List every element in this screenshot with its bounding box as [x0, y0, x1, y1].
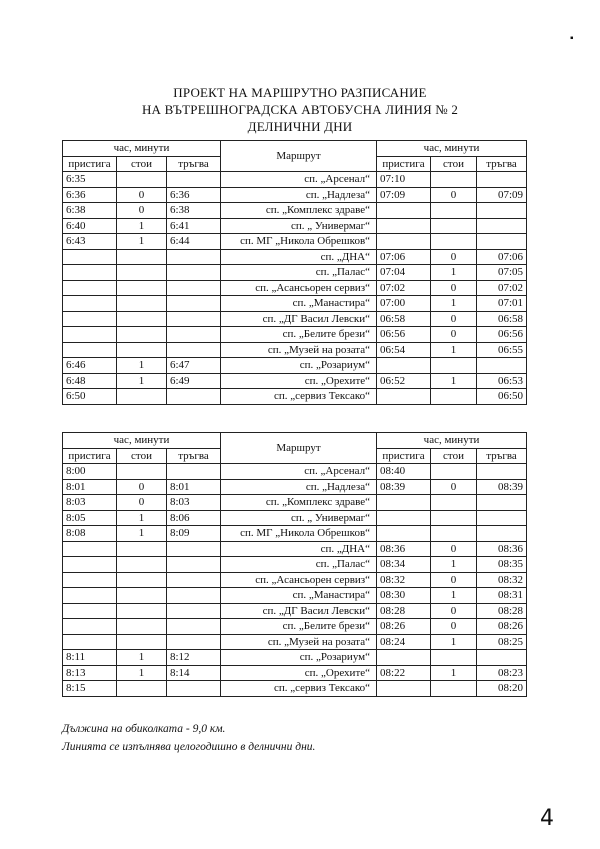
cell-depart-left: 6:41: [167, 218, 221, 234]
cell-arrive-left: [63, 311, 117, 327]
cell-arrive-right: 06:52: [377, 373, 431, 389]
cell-arrive-left: 6:38: [63, 203, 117, 219]
cell-arrive-left: [63, 634, 117, 650]
cell-stay-right: 1: [431, 373, 477, 389]
cell-route: сп. „Розариум“: [221, 358, 377, 374]
cell-depart-left: 6:49: [167, 373, 221, 389]
table-row: [63, 526, 527, 542]
cell-depart-right: 08:31: [477, 588, 527, 604]
cell-depart-left: [167, 541, 221, 557]
cell-arrive-left: [63, 572, 117, 588]
cell-route: сп. „Комплекс здраве“: [221, 203, 377, 219]
cell-depart-right: 08:35: [477, 557, 527, 573]
cell-arrive-right: 07:06: [377, 249, 431, 265]
cell-stay-left: 1: [117, 234, 167, 250]
cell-arrive-left: 8:01: [63, 479, 117, 495]
cell-route: сп. „Орехите“: [221, 373, 377, 389]
header-route: Маршрут: [221, 433, 377, 464]
cell-stay-left: [117, 603, 167, 619]
cell-depart-right: 08:39: [477, 479, 527, 495]
cell-arrive-left: 6:46: [63, 358, 117, 374]
cell-depart-right: [477, 464, 527, 480]
cell-depart-right: 06:50: [477, 389, 527, 405]
table-row: [63, 218, 527, 234]
cell-stay-right: 0: [431, 479, 477, 495]
cell-depart-right: 07:05: [477, 265, 527, 281]
cell-stay-left: 0: [117, 495, 167, 511]
cell-stay-right: 1: [431, 296, 477, 312]
footer-notes: [62, 720, 315, 756]
table-row: [63, 572, 527, 588]
table-row: [63, 495, 527, 511]
cell-stay-left: [117, 172, 167, 188]
table-row: [63, 510, 527, 526]
cell-depart-right: [477, 218, 527, 234]
cell-arrive-right: 08:26: [377, 619, 431, 635]
cell-arrive-right: 08:34: [377, 557, 431, 573]
cell-stay-left: 1: [117, 510, 167, 526]
cell-arrive-left: 8:11: [63, 650, 117, 666]
cell-arrive-right: [377, 389, 431, 405]
table-row: [63, 265, 527, 281]
cell-arrive-right: 08:36: [377, 541, 431, 557]
table-2-body: [63, 464, 527, 697]
header-stay-right: стои: [431, 156, 477, 172]
cell-arrive-right: 07:09: [377, 187, 431, 203]
table-row: [63, 234, 527, 250]
cell-arrive-left: [63, 603, 117, 619]
cell-depart-right: [477, 495, 527, 511]
cell-arrive-left: 8:03: [63, 495, 117, 511]
cell-arrive-right: 08:28: [377, 603, 431, 619]
cell-arrive-left: 6:48: [63, 373, 117, 389]
cell-stay-right: [431, 464, 477, 480]
cell-stay-left: [117, 296, 167, 312]
table-row: [63, 681, 527, 697]
cell-stay-left: 1: [117, 218, 167, 234]
table-row: [63, 479, 527, 495]
cell-route: сп. „Музей на розата“: [221, 634, 377, 650]
cell-arrive-right: 08:39: [377, 479, 431, 495]
cell-stay-left: 0: [117, 187, 167, 203]
cell-arrive-left: [63, 280, 117, 296]
cell-arrive-left: 6:36: [63, 187, 117, 203]
cell-stay-left: 0: [117, 203, 167, 219]
cell-stay-right: [431, 203, 477, 219]
table-row: [63, 327, 527, 343]
cell-depart-left: 8:12: [167, 650, 221, 666]
schedule-table-1: [62, 140, 527, 405]
cell-depart-left: [167, 557, 221, 573]
cell-arrive-right: 06:58: [377, 311, 431, 327]
cell-depart-right: [477, 172, 527, 188]
cell-stay-left: [117, 311, 167, 327]
cell-depart-left: [167, 681, 221, 697]
cell-route: сп. МГ „Никола Обрешков“: [221, 234, 377, 250]
header-depart-left: тръгва: [167, 156, 221, 172]
cell-depart-left: 6:38: [167, 203, 221, 219]
cell-route: сп. „Палас“: [221, 265, 377, 281]
cell-arrive-right: 06:54: [377, 342, 431, 358]
cell-arrive-left: [63, 619, 117, 635]
cell-stay-right: [431, 526, 477, 542]
cell-stay-left: [117, 572, 167, 588]
cell-arrive-right: 07:00: [377, 296, 431, 312]
table-row: [63, 296, 527, 312]
cell-route: сп. „ Универмаг“: [221, 218, 377, 234]
cell-route: сп. „ДГ Васил Левски“: [221, 311, 377, 327]
header-arrive-left: пристига: [63, 448, 117, 464]
cell-route: сп. „Комплекс здраве“: [221, 495, 377, 511]
cell-stay-left: 1: [117, 650, 167, 666]
cell-depart-left: [167, 172, 221, 188]
cell-depart-right: 08:23: [477, 665, 527, 681]
cell-arrive-right: [377, 495, 431, 511]
cell-stay-right: 1: [431, 265, 477, 281]
handwritten-page-mark: 4: [540, 806, 554, 831]
cell-stay-left: 1: [117, 373, 167, 389]
cell-route: сп. „ДНА“: [221, 541, 377, 557]
table-row: [63, 280, 527, 296]
table-row: [63, 249, 527, 265]
table-row: [63, 172, 527, 188]
table-row: [63, 373, 527, 389]
table-row: [63, 187, 527, 203]
header-arrive-left: пристига: [63, 156, 117, 172]
header-depart-right: тръгва: [477, 156, 527, 172]
cell-stay-right: [431, 510, 477, 526]
cell-stay-right: 1: [431, 634, 477, 650]
cell-stay-right: [431, 650, 477, 666]
cell-stay-left: [117, 619, 167, 635]
cell-route: сп. „Надлеза“: [221, 479, 377, 495]
table-row: [63, 342, 527, 358]
cell-route: сп. „Манастира“: [221, 296, 377, 312]
cell-arrive-right: 08:40: [377, 464, 431, 480]
cell-stay-right: 1: [431, 588, 477, 604]
header-stay-left: стои: [117, 156, 167, 172]
cell-depart-right: 08:20: [477, 681, 527, 697]
cell-stay-left: [117, 389, 167, 405]
cell-stay-left: [117, 249, 167, 265]
header-depart-right: тръгва: [477, 448, 527, 464]
cell-arrive-left: [63, 588, 117, 604]
cell-depart-left: [167, 634, 221, 650]
cell-depart-right: [477, 526, 527, 542]
cell-depart-left: [167, 464, 221, 480]
cell-stay-right: 0: [431, 572, 477, 588]
cell-arrive-left: [63, 265, 117, 281]
header-stay-right: стои: [431, 448, 477, 464]
cell-route: сп. „сервиз Тексако“: [221, 681, 377, 697]
cell-stay-left: [117, 280, 167, 296]
cell-depart-left: [167, 280, 221, 296]
cell-depart-right: 08:32: [477, 572, 527, 588]
cell-depart-left: 6:44: [167, 234, 221, 250]
cell-depart-left: [167, 296, 221, 312]
cell-arrive-left: 8:13: [63, 665, 117, 681]
cell-depart-left: 8:06: [167, 510, 221, 526]
cell-arrive-left: 6:50: [63, 389, 117, 405]
cell-stay-left: [117, 634, 167, 650]
cell-arrive-left: [63, 296, 117, 312]
table-row: [63, 619, 527, 635]
cell-depart-right: 06:55: [477, 342, 527, 358]
cell-stay-right: [431, 495, 477, 511]
cell-route: сп. „Белите брези“: [221, 327, 377, 343]
table-row: [63, 541, 527, 557]
cell-arrive-right: 08:24: [377, 634, 431, 650]
cell-route: сп. „Белите брези“: [221, 619, 377, 635]
cell-route: сп. МГ „Никола Обрешков“: [221, 526, 377, 542]
table-row: [63, 665, 527, 681]
table-row: [63, 311, 527, 327]
cell-stay-right: 0: [431, 280, 477, 296]
table-row: [63, 603, 527, 619]
cell-arrive-right: [377, 203, 431, 219]
cell-depart-right: 08:36: [477, 541, 527, 557]
cell-arrive-left: 8:05: [63, 510, 117, 526]
cell-route: сп. „Надлеза“: [221, 187, 377, 203]
cell-depart-left: 6:47: [167, 358, 221, 374]
cell-arrive-left: 6:35: [63, 172, 117, 188]
cell-depart-left: 8:09: [167, 526, 221, 542]
table-row: [63, 203, 527, 219]
cell-depart-left: [167, 327, 221, 343]
header-time-group-left: час, минути: [63, 141, 221, 157]
header-depart-left: тръгва: [167, 448, 221, 464]
cell-depart-right: 07:02: [477, 280, 527, 296]
corner-dot-mark: ▪: [570, 33, 574, 44]
cell-depart-right: 06:56: [477, 327, 527, 343]
cell-stay-left: 1: [117, 526, 167, 542]
header-time-group-right: час, минути: [377, 433, 527, 449]
cell-arrive-right: 07:10: [377, 172, 431, 188]
cell-stay-left: [117, 681, 167, 697]
cell-depart-right: 07:01: [477, 296, 527, 312]
cell-depart-left: 8:14: [167, 665, 221, 681]
operation-note: Линията се изпълнява целогодишно в делнични дни.: [62, 741, 316, 753]
header-stay-left: стои: [117, 448, 167, 464]
cell-depart-left: [167, 619, 221, 635]
cell-arrive-left: 6:43: [63, 234, 117, 250]
title-line-2: НА ВЪТРЕШНОГРАДСКА АВТОБУСНА ЛИНИЯ № 2: [141, 102, 459, 117]
cell-stay-right: 0: [431, 311, 477, 327]
cell-route: сп. „Орехите“: [221, 665, 377, 681]
cell-stay-right: [431, 681, 477, 697]
cell-depart-right: 08:25: [477, 634, 527, 650]
cell-stay-right: 0: [431, 603, 477, 619]
cell-stay-left: [117, 327, 167, 343]
cell-stay-right: [431, 358, 477, 374]
cell-arrive-left: 6:40: [63, 218, 117, 234]
cell-depart-right: 08:26: [477, 619, 527, 635]
cell-depart-right: [477, 510, 527, 526]
cell-arrive-right: [377, 358, 431, 374]
cell-stay-left: 1: [117, 665, 167, 681]
header-arrive-right: пристига: [377, 156, 431, 172]
cell-stay-right: 0: [431, 249, 477, 265]
cell-arrive-right: 08:30: [377, 588, 431, 604]
title-line-3: ДЕЛНИЧНИ ДНИ: [247, 119, 353, 134]
cell-arrive-right: 07:04: [377, 265, 431, 281]
cell-depart-right: 08:28: [477, 603, 527, 619]
cell-depart-right: 07:09: [477, 187, 527, 203]
table-row: [63, 634, 527, 650]
cell-arrive-right: [377, 234, 431, 250]
cell-arrive-right: [377, 218, 431, 234]
cell-arrive-right: 06:56: [377, 327, 431, 343]
cell-stay-right: 0: [431, 541, 477, 557]
cell-depart-right: [477, 203, 527, 219]
cell-route: сп. „Манастира“: [221, 588, 377, 604]
cell-arrive-right: 08:32: [377, 572, 431, 588]
cell-arrive-left: [63, 249, 117, 265]
table-row: [63, 464, 527, 480]
cell-arrive-left: [63, 541, 117, 557]
cell-arrive-right: 07:02: [377, 280, 431, 296]
title-line-1: ПРОЕКТ НА МАРШРУТНО РАЗПИСАНИЕ: [173, 85, 427, 100]
cell-stay-left: 0: [117, 479, 167, 495]
cell-stay-left: [117, 541, 167, 557]
cell-stay-left: 1: [117, 358, 167, 374]
cell-route: сп. „ДНА“: [221, 249, 377, 265]
cell-stay-left: [117, 588, 167, 604]
header-time-group-right: час, минути: [377, 141, 527, 157]
table-row: [63, 389, 527, 405]
cell-depart-left: [167, 572, 221, 588]
cell-arrive-right: [377, 526, 431, 542]
table-row: [63, 650, 527, 666]
cell-stay-right: 0: [431, 327, 477, 343]
cell-stay-left: [117, 557, 167, 573]
cell-stay-right: [431, 172, 477, 188]
cell-route: сп. „Палас“: [221, 557, 377, 573]
cell-stay-right: 0: [431, 187, 477, 203]
cell-stay-right: [431, 389, 477, 405]
cell-depart-right: [477, 358, 527, 374]
route-length-note: Дължина на обиколката - 9,0 км.: [62, 723, 226, 735]
cell-depart-left: [167, 603, 221, 619]
cell-route: сп. „Розариум“: [221, 650, 377, 666]
cell-route: сп. „ДГ Васил Левски“: [221, 603, 377, 619]
cell-route: сп. „Арсенал“: [221, 464, 377, 480]
cell-depart-left: [167, 389, 221, 405]
cell-stay-left: [117, 265, 167, 281]
table-row: [63, 358, 527, 374]
header-arrive-right: пристига: [377, 448, 431, 464]
cell-depart-right: 07:06: [477, 249, 527, 265]
cell-depart-left: [167, 249, 221, 265]
cell-arrive-left: [63, 342, 117, 358]
cell-route: сп. „Асансьорен сервиз“: [221, 572, 377, 588]
cell-arrive-left: [63, 327, 117, 343]
cell-arrive-left: 8:00: [63, 464, 117, 480]
cell-stay-right: 1: [431, 665, 477, 681]
header-time-group-left: час, минути: [63, 433, 221, 449]
cell-depart-right: [477, 650, 527, 666]
cell-arrive-right: 08:22: [377, 665, 431, 681]
cell-route: сп. „Музей на розата“: [221, 342, 377, 358]
cell-stay-right: 0: [431, 619, 477, 635]
table-1-body: [63, 172, 527, 405]
cell-depart-left: 8:01: [167, 479, 221, 495]
cell-depart-left: [167, 265, 221, 281]
cell-route: сп. „сервиз Тексако“: [221, 389, 377, 405]
table-row: [63, 588, 527, 604]
cell-stay-left: [117, 342, 167, 358]
cell-depart-left: 6:36: [167, 187, 221, 203]
header-route: Маршрут: [221, 141, 377, 172]
cell-depart-right: 06:58: [477, 311, 527, 327]
table-row: [63, 557, 527, 573]
cell-depart-right: 06:53: [477, 373, 527, 389]
cell-depart-right: [477, 234, 527, 250]
document-title: [0, 84, 600, 135]
cell-depart-left: [167, 311, 221, 327]
cell-arrive-right: [377, 650, 431, 666]
schedule-table-2: [62, 432, 527, 697]
cell-arrive-right: [377, 681, 431, 697]
cell-stay-right: [431, 218, 477, 234]
cell-stay-right: 1: [431, 557, 477, 573]
cell-arrive-left: 8:08: [63, 526, 117, 542]
cell-route: сп. „ Универмаг“: [221, 510, 377, 526]
cell-route: сп. „Асансьорен сервиз“: [221, 280, 377, 296]
cell-depart-left: [167, 588, 221, 604]
cell-stay-right: 1: [431, 342, 477, 358]
cell-stay-right: [431, 234, 477, 250]
cell-arrive-left: [63, 557, 117, 573]
cell-stay-left: [117, 464, 167, 480]
cell-depart-left: 8:03: [167, 495, 221, 511]
cell-arrive-right: [377, 510, 431, 526]
cell-route: сп. „Арсенал“: [221, 172, 377, 188]
cell-arrive-left: 8:15: [63, 681, 117, 697]
cell-depart-left: [167, 342, 221, 358]
